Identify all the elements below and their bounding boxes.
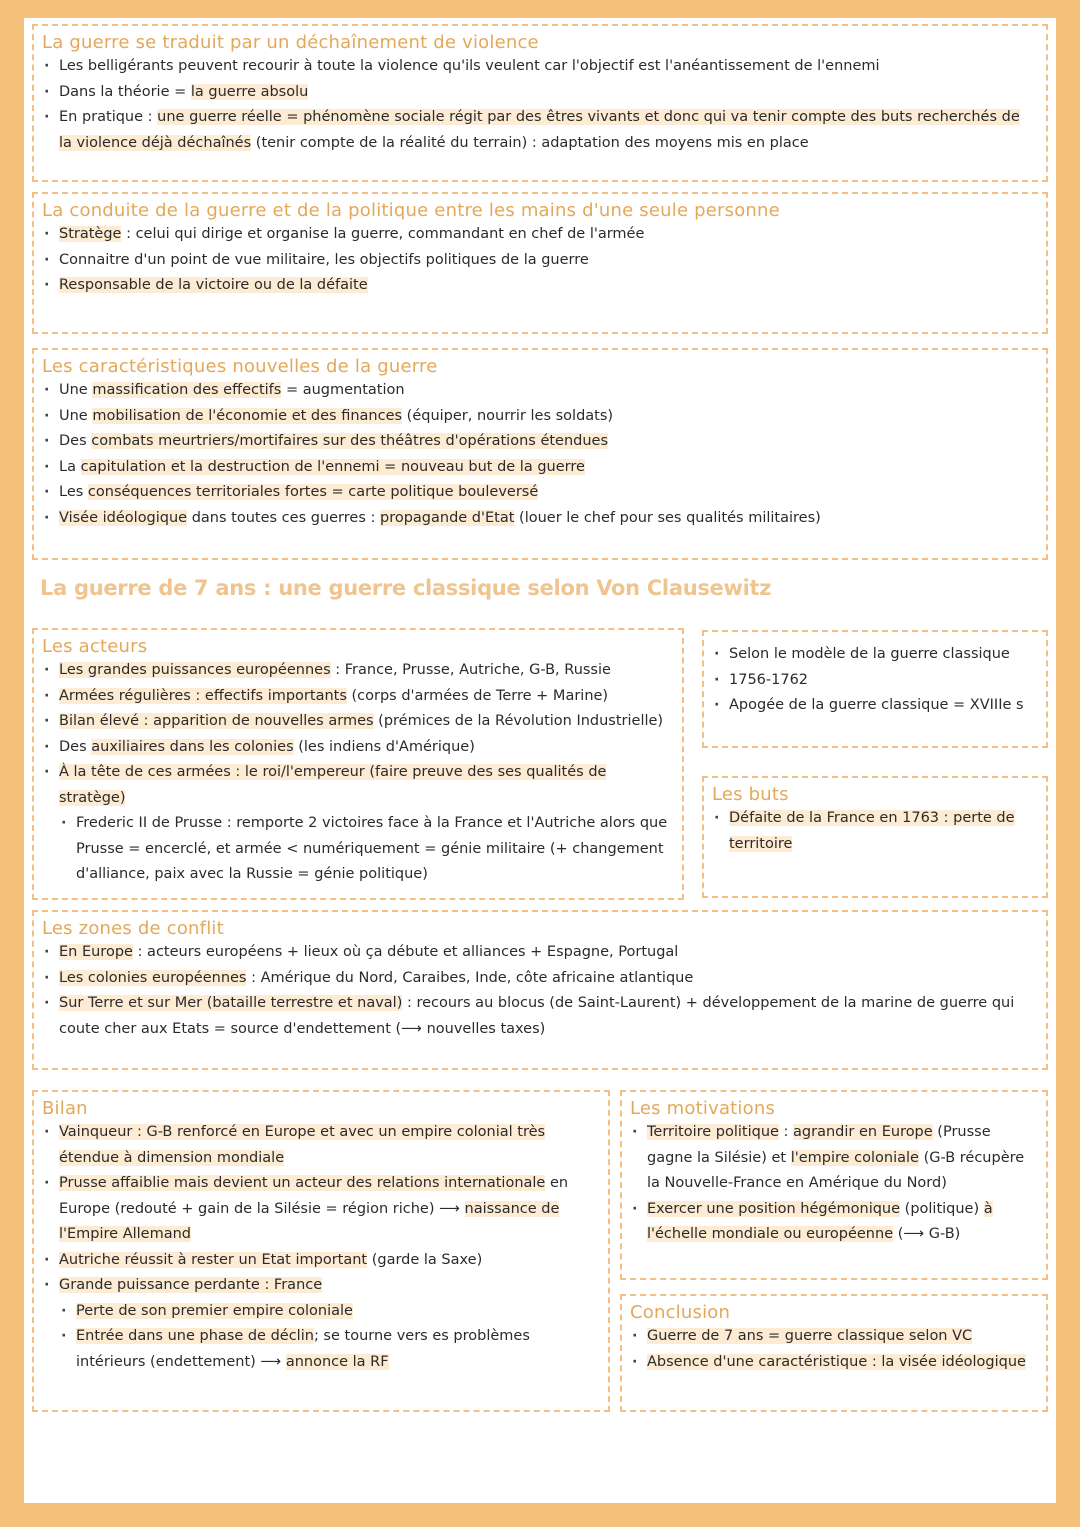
list-item: · Bilan élevé : apparition de nouvelles armes (prémices de la Révolution Industrielle) xyxy=(42,709,672,735)
list-item: · En Europe : acteurs européens + lieux où ça débute et alliances + Espagne, Portugal xyxy=(42,940,1036,966)
list-item: · 1756-1762 xyxy=(712,668,1036,694)
list-item: · Territoire politique : agrandir en Europe (Prusse gagne la Silésie) et l'empire coloniale (G-B récupère la Nouvelle-France en Amérique du Nord) xyxy=(630,1120,1036,1197)
list-item: · Des combats meurtriers/mortifaires sur des théâtres d'opérations étendues xyxy=(42,429,1036,455)
list-item: · En pratique : une guerre réelle = phénomène sociale régit par des êtres vivants et donc qui va tenir compte des buts recherchés de la violence déjà déchaînés (tenir compte de la réalité du terrain) : adaptation des moyens mis en place xyxy=(42,105,1036,156)
caracteristiques-box xyxy=(32,348,1048,560)
list-item: · À la tête de ces armées : le roi/l'empereur (faire preuve des ses qualités de stratège) xyxy=(42,760,672,811)
list-item: · Prusse affaiblie mais devient un acteur des relations internationale en Europe (redouté + gain de la Silésie = région riche) ⟶ naissance de l'Empire Allemand xyxy=(42,1171,598,1248)
list-item: · Connaitre d'un point de vue militaire, les objectifs politiques de la guerre xyxy=(42,248,1036,274)
list-item: · Autriche réussit à rester un Etat important (garde la Saxe) xyxy=(42,1248,598,1274)
list-item: · Selon le modèle de la guerre classique xyxy=(712,642,1036,668)
list-item: · Exercer une position hégémonique (politique) à l'échelle mondiale ou européenne (⟶ G-B) xyxy=(630,1197,1036,1248)
zones-box xyxy=(32,910,1048,1070)
list-item: · Visée idéologique dans toutes ces guerres : propagande d'Etat (louer le chef pour ses qualités militaires) xyxy=(42,506,1036,532)
list-item: · Stratège : celui qui dirige et organise la guerre, commandant en chef de l'armée xyxy=(42,222,1036,248)
caracteristiques-heading: Les caractéristiques nouvelles de la guerre xyxy=(42,356,438,377)
acteurs-heading: Les acteurs xyxy=(42,636,148,657)
acteurs-box xyxy=(32,628,684,900)
section-title: La guerre de 7 ans : une guerre classique selon Von Clausewitz xyxy=(40,576,772,600)
info-box xyxy=(702,630,1048,748)
list-item: · Sur Terre et sur Mer (bataille terrestre et naval) : recours au blocus (de Saint-Laurent) + développement de la marine de guerre qui coute cher aux Etats = source d'endettement (⟶ nouvelles taxes) xyxy=(42,991,1036,1042)
list-item: · Guerre de 7 ans = guerre classique selon VC xyxy=(630,1324,1036,1350)
list-item: · Entrée dans une phase de déclin; se tourne vers es problèmes intérieurs (endettement) ⟶ annonce la RF xyxy=(59,1324,598,1375)
bilan-box xyxy=(32,1090,610,1412)
zones-heading: Les zones de conflit xyxy=(42,918,224,939)
bilan-heading: Bilan xyxy=(42,1098,88,1119)
list-item: · Une massification des effectifs = augmentation xyxy=(42,378,1036,404)
motivations-heading: Les motivations xyxy=(630,1098,776,1119)
list-item: · Des auxiliaires dans les colonies (les indiens d'Amérique) xyxy=(42,735,672,761)
violence-heading: La guerre se traduit par un déchaînement de violence xyxy=(42,32,539,53)
list-item: · Grande puissance perdante : France xyxy=(42,1273,598,1299)
conclusion-heading: Conclusion xyxy=(630,1302,731,1323)
conduite-box xyxy=(32,192,1048,334)
list-item: · Responsable de la victoire ou de la défaite xyxy=(42,273,1036,299)
conclusion-box xyxy=(620,1294,1048,1412)
list-item: · Frederic II de Prusse : remporte 2 victoires face à la France et l'Autriche alors que Prusse = encerclé, et armée < numériquement = génie militaire (+ changement d'alliance, paix avec la Russie = génie politique) xyxy=(59,811,672,888)
list-item: · La capitulation et la destruction de l'ennemi = nouveau but de la guerre xyxy=(42,455,1036,481)
list-item: · Vainqueur : G-B renforcé en Europe et avec un empire colonial très étendue à dimension mondiale xyxy=(42,1120,598,1171)
list-item: · Armées régulières : effectifs importants (corps d'armées de Terre + Marine) xyxy=(42,684,672,710)
list-item: · Défaite de la France en 1763 : perte de territoire xyxy=(712,806,1036,857)
list-item: · Apogée de la guerre classique = XVIIIe s xyxy=(712,693,1036,719)
list-item: · Les belligérants peuvent recourir à toute la violence qu'ils veulent car l'objectif est l'anéantissement de l'ennemi xyxy=(42,54,1036,80)
list-item: · Dans la théorie = la guerre absolu xyxy=(42,80,1036,106)
list-item: · Les colonies européennes : Amérique du Nord, Caraibes, Inde, côte africaine atlantique xyxy=(42,966,1036,992)
buts-box xyxy=(702,776,1048,898)
motivations-box xyxy=(620,1090,1048,1280)
buts-heading: Les buts xyxy=(712,784,789,805)
violence-box xyxy=(32,24,1048,182)
list-item: · Les grandes puissances européennes : France, Prusse, Autriche, G-B, Russie xyxy=(42,658,672,684)
list-item: · Perte de son premier empire coloniale xyxy=(59,1299,598,1325)
conduite-heading: La conduite de la guerre et de la politique entre les mains d'une seule personne xyxy=(42,200,780,221)
list-item: · Absence d'une caractéristique : la visée idéologique xyxy=(630,1350,1036,1376)
note-page xyxy=(24,18,1056,1503)
list-item: · Une mobilisation de l'économie et des finances (équiper, nourrir les soldats) xyxy=(42,404,1036,430)
list-item: · Les conséquences territoriales fortes = carte politique bouleversé xyxy=(42,480,1036,506)
